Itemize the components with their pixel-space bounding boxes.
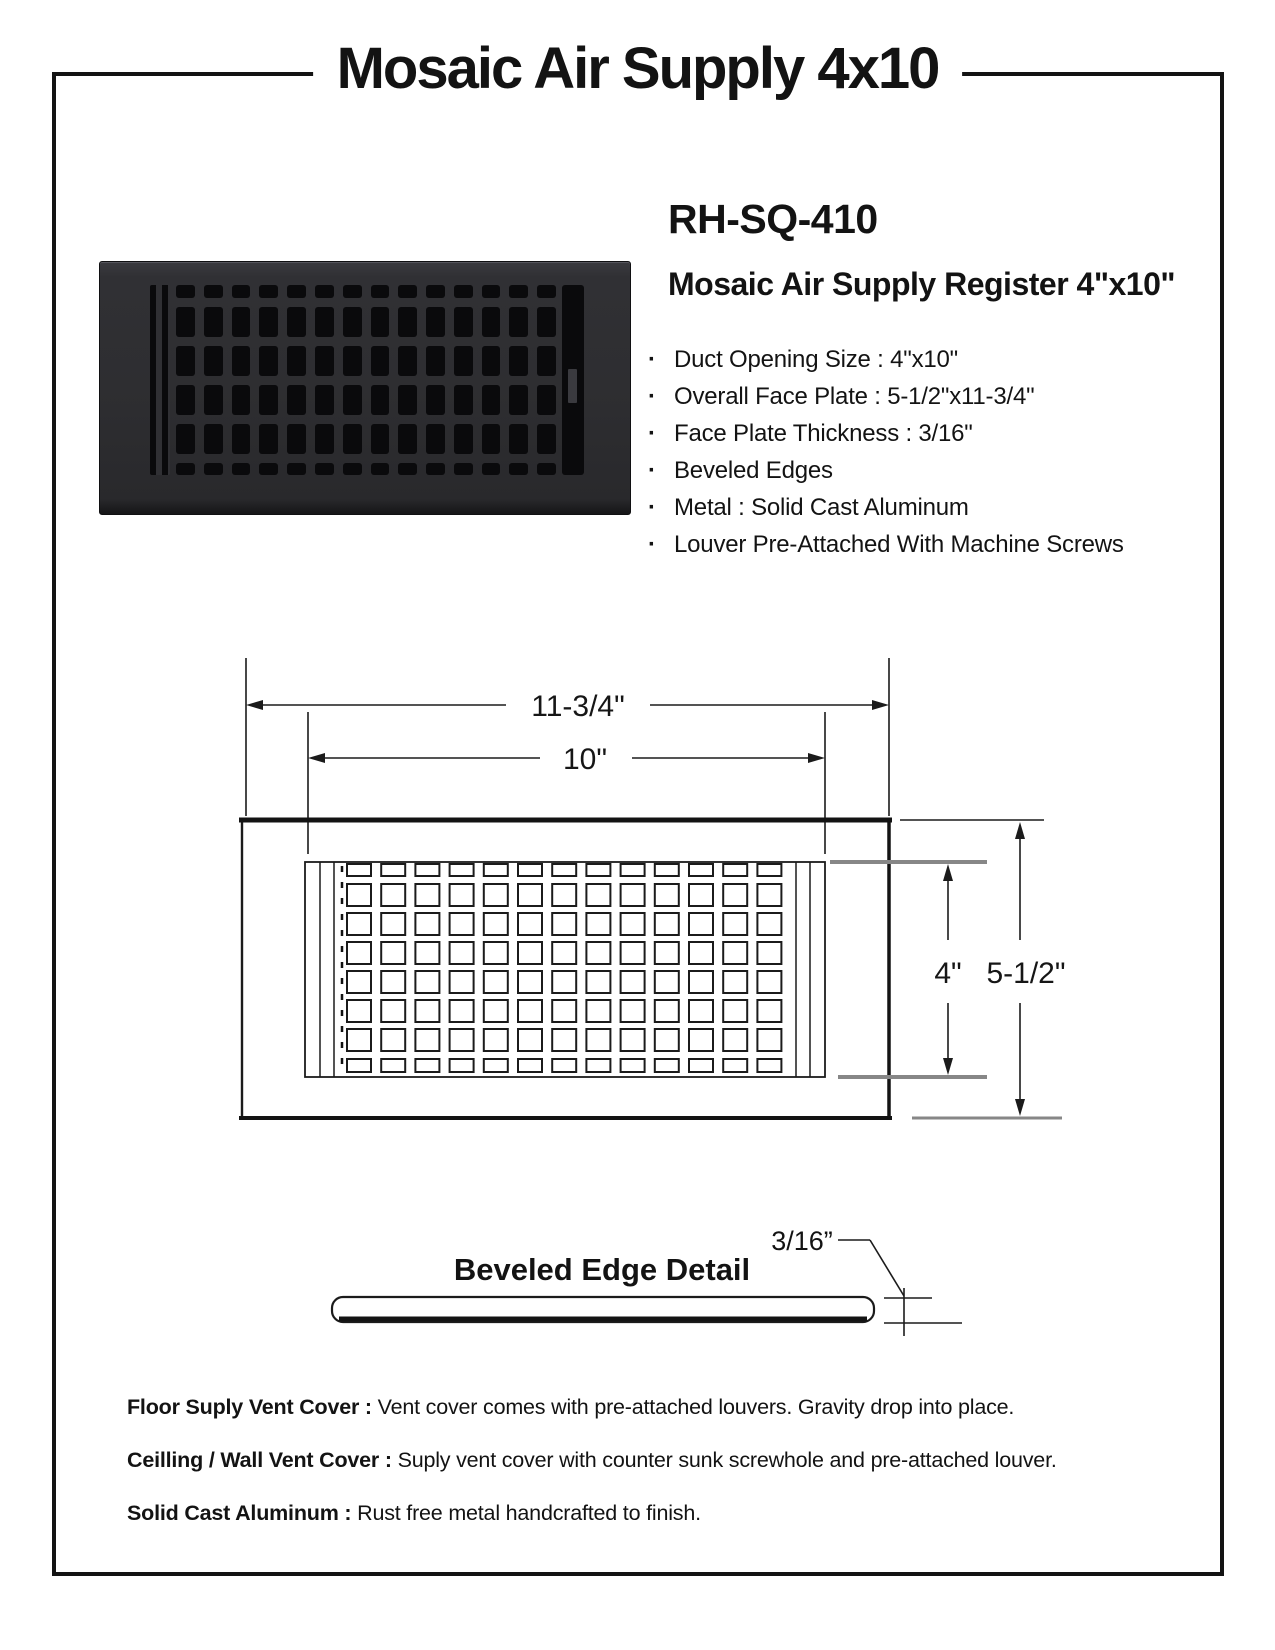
drawing-grid-square <box>552 942 576 964</box>
photo-grid-hole <box>287 463 306 475</box>
drawing-grid-square <box>621 884 645 906</box>
photo-grid-hole <box>315 385 334 415</box>
drawing-grid-square <box>415 1000 439 1022</box>
bullet-dot: · <box>648 383 656 410</box>
drawing-grid-square <box>586 884 610 906</box>
drawing-grid-square <box>415 1029 439 1051</box>
photo-grid-hole <box>426 285 445 298</box>
drawing-grid-square <box>347 1029 371 1051</box>
photo-grid-hole <box>315 307 334 337</box>
photo-grid-hole <box>343 463 362 475</box>
photo-grid-hole <box>232 285 251 298</box>
photo-grid-hole <box>537 385 556 415</box>
drawing-grid-square <box>450 971 474 993</box>
photo-grid-hole <box>259 463 278 475</box>
drawing-grid-square <box>757 913 781 935</box>
photo-grid-hole <box>176 346 195 376</box>
drawing-grid-square <box>552 913 576 935</box>
drawing-grid-square <box>586 971 610 993</box>
drawing-grid-square <box>586 1000 610 1022</box>
drawing-grid-square <box>689 913 713 935</box>
drawing-grid-square <box>723 1000 747 1022</box>
photo-grid-hole <box>176 385 195 415</box>
drawing-grid-square <box>621 1029 645 1051</box>
drawing-grid-square <box>723 884 747 906</box>
drawing-grid-square <box>347 1059 371 1072</box>
drawing-grid-square <box>621 971 645 993</box>
photo-grid-hole <box>426 463 445 475</box>
photo-grid-hole <box>232 463 251 475</box>
drawing-grid-square <box>757 1000 781 1022</box>
photo-grid-hole <box>287 424 306 454</box>
drawing-grid-square <box>415 1059 439 1072</box>
drawing-grid-square <box>518 971 542 993</box>
footer-line-text: Vent cover comes with pre-attached louvers. Gravity drop into place. <box>371 1395 1015 1419</box>
photo-grid-hole <box>482 346 501 376</box>
photo-grid-hole <box>509 385 528 415</box>
arrow-duct-top <box>943 864 953 881</box>
drawing-grid-square <box>621 942 645 964</box>
photo-grid-hole <box>454 463 473 475</box>
photo-grid-hole <box>287 307 306 337</box>
drawing-grid-square <box>655 864 679 876</box>
spec-text: Duct Opening Size : 4"x10" <box>674 346 958 373</box>
drawing-grid-square <box>518 1000 542 1022</box>
dim-label-overall-height: 5-1/2" <box>986 957 1066 990</box>
photo-grid-hole <box>454 285 473 298</box>
drawing-grid-square <box>655 1059 679 1072</box>
photo-grid-hole <box>259 285 278 298</box>
bullet-dot: · <box>648 531 656 558</box>
drawing-grid-square <box>484 884 508 906</box>
arrow-duct-left <box>308 753 325 763</box>
drawing-grid-square <box>552 864 576 876</box>
drawing-grid-square <box>723 864 747 876</box>
drawing-grid-square <box>552 971 576 993</box>
drawing-grid-square <box>484 864 508 876</box>
drawing-grid-square <box>484 913 508 935</box>
drawing-grid-square <box>415 864 439 876</box>
dim-label-duct-width: 10" <box>562 743 608 776</box>
photo-grid-hole <box>398 346 417 376</box>
louver-square-grid <box>347 864 781 1072</box>
drawing-grid-square <box>518 864 542 876</box>
photo-grid-hole <box>176 463 195 475</box>
dim-label-duct-height: 4" <box>934 957 962 990</box>
drawing-grid-square <box>586 913 610 935</box>
drawing-grid-square <box>586 1059 610 1072</box>
photo-grid-hole <box>371 424 390 454</box>
drawing-grid-square <box>347 864 371 876</box>
drawing-grid-square <box>552 1059 576 1072</box>
drawing-grid-square <box>518 884 542 906</box>
photo-grid-hole <box>371 346 390 376</box>
drawing-grid-square <box>381 942 405 964</box>
photo-grid-hole <box>315 346 334 376</box>
bevel-detail-label: Beveled Edge Detail <box>453 1252 751 1287</box>
arrow-overall-bottom <box>1015 1099 1025 1116</box>
arrow-duct-right <box>808 753 825 763</box>
photo-grid-hole <box>343 385 362 415</box>
photo-grid-hole <box>259 346 278 376</box>
drawing-grid-square <box>655 884 679 906</box>
photo-grid-hole <box>509 307 528 337</box>
drawing-grid-square <box>723 913 747 935</box>
drawing-grid-square <box>450 913 474 935</box>
bevel-detail-drawing <box>0 1215 1275 1350</box>
dim-label-overall-width: 11-3/4" <box>531 690 625 723</box>
photo-grid-hole <box>454 424 473 454</box>
photo-grid-hole <box>371 463 390 475</box>
bullet-dot: · <box>648 457 656 484</box>
drawing-grid-square <box>518 1029 542 1051</box>
photo-grid-hole <box>232 385 251 415</box>
drawing-grid-square <box>757 1059 781 1072</box>
photo-grid-hole <box>537 346 556 376</box>
arrow-duct-bottom <box>943 1058 953 1075</box>
drawing-grid-square <box>415 884 439 906</box>
photo-grid-hole <box>176 424 195 454</box>
page-title: Mosaic Air Supply 4x10 <box>313 33 963 106</box>
drawing-grid-square <box>723 942 747 964</box>
spec-list <box>648 341 1188 563</box>
footer-line-text: Suply vent cover with counter sunk screwhole and pre-attached louver. <box>391 1448 1057 1472</box>
photo-grid-hole <box>509 285 528 298</box>
footer-notes <box>127 1381 1157 1540</box>
drawing-grid-square <box>655 1000 679 1022</box>
drawing-grid-square <box>450 942 474 964</box>
photo-grid-hole <box>371 385 390 415</box>
drawing-grid-square <box>450 1000 474 1022</box>
photo-grid-hole <box>176 307 195 337</box>
drawing-grid-square <box>757 1029 781 1051</box>
drawing-grid-square <box>347 942 371 964</box>
drawing-grid-square <box>518 913 542 935</box>
drawing-grid-square <box>689 1000 713 1022</box>
photo-grid-hole <box>204 424 223 454</box>
spec-item <box>648 378 1188 415</box>
photo-grid-hole <box>232 424 251 454</box>
photo-louver-grid <box>176 285 556 475</box>
drawing-grid-square <box>586 942 610 964</box>
photo-grid-hole <box>343 424 362 454</box>
drawing-grid-square <box>518 1059 542 1072</box>
spec-text: Face Plate Thickness : 3/16" <box>674 420 973 447</box>
photo-grid-hole <box>454 307 473 337</box>
photo-grid-hole <box>259 424 278 454</box>
photo-damper-slot <box>562 285 584 475</box>
photo-grid-hole <box>454 346 473 376</box>
photo-grid-hole <box>232 307 251 337</box>
photo-grid-hole <box>232 346 251 376</box>
product-sku: RH-SQ-410 <box>668 196 878 242</box>
bullet-dot: · <box>648 346 656 373</box>
photo-grid-hole <box>482 463 501 475</box>
photo-grid-hole <box>537 285 556 298</box>
photo-grid-hole <box>259 385 278 415</box>
drawing-grid-square <box>757 864 781 876</box>
photo-grid-hole <box>482 285 501 298</box>
photo-grid-hole <box>315 463 334 475</box>
drawing-grid-square <box>518 942 542 964</box>
photo-grid-hole <box>287 285 306 298</box>
spec-item <box>648 415 1188 452</box>
photo-grid-hole <box>204 307 223 337</box>
photo-grid-hole <box>398 463 417 475</box>
photo-grid-hole <box>371 285 390 298</box>
bevel-thickness-label: 3/16” <box>771 1226 833 1256</box>
drawing-grid-square <box>655 913 679 935</box>
drawing-grid-square <box>484 942 508 964</box>
drawing-grid-square <box>655 942 679 964</box>
footer-line-label: Solid Cast Aluminum : <box>127 1501 352 1525</box>
photo-grid-hole <box>259 307 278 337</box>
drawing-grid-square <box>689 864 713 876</box>
drawing-grid-square <box>757 971 781 993</box>
drawing-grid-square <box>450 884 474 906</box>
photo-grid-hole <box>482 307 501 337</box>
footer-line-label: Ceilling / Wall Vent Cover : <box>127 1448 392 1472</box>
drawing-grid-square <box>757 942 781 964</box>
bullet-dot: · <box>648 420 656 447</box>
photo-grid-hole <box>454 385 473 415</box>
drawing-grid-square <box>347 913 371 935</box>
product-name: Mosaic Air Supply Register 4"x10" <box>668 266 1176 302</box>
arrow-overall-right <box>872 700 889 710</box>
photo-grid-hole <box>482 385 501 415</box>
technical-drawing <box>0 630 1275 1190</box>
spec-item <box>648 452 1188 489</box>
drawing-grid-square <box>381 1029 405 1051</box>
photo-grid-hole <box>371 307 390 337</box>
drawing-grid-square <box>655 971 679 993</box>
photo-grid-hole <box>509 424 528 454</box>
drawing-grid-square <box>415 942 439 964</box>
drawing-grid-square <box>415 913 439 935</box>
photo-grid-hole <box>398 424 417 454</box>
photo-grid-hole <box>204 463 223 475</box>
spec-item <box>648 489 1188 526</box>
photo-grid-hole <box>482 424 501 454</box>
drawing-grid-square <box>689 1059 713 1072</box>
drawing-grid-square <box>689 1029 713 1051</box>
drawing-grid-square <box>723 971 747 993</box>
photo-grid-hole <box>315 424 334 454</box>
footer-line <box>127 1434 1157 1487</box>
product-photo <box>99 261 631 515</box>
photo-grid-hole <box>204 346 223 376</box>
footer-line-label: Floor Suply Vent Cover : <box>127 1395 372 1419</box>
photo-grid-hole <box>509 346 528 376</box>
photo-grid-hole <box>287 346 306 376</box>
bevel-thickness-ticks <box>884 1288 962 1336</box>
drawing-grid-square <box>586 1029 610 1051</box>
photo-grid-hole <box>287 385 306 415</box>
photo-grid-hole <box>398 307 417 337</box>
spec-text: Beveled Edges <box>674 457 833 484</box>
spec-item <box>648 341 1188 378</box>
photo-grid-hole <box>204 285 223 298</box>
drawing-grid-square <box>552 1000 576 1022</box>
drawing-grid-square <box>484 1000 508 1022</box>
spec-item <box>648 526 1188 563</box>
drawing-grid-square <box>689 884 713 906</box>
drawing-grid-square <box>450 1029 474 1051</box>
footer-line <box>127 1381 1157 1434</box>
drawing-grid-square <box>347 1000 371 1022</box>
drawing-grid-square <box>586 864 610 876</box>
drawing-grid-square <box>484 971 508 993</box>
louver-end-slats <box>320 862 810 1077</box>
drawing-grid-square <box>381 971 405 993</box>
photo-grid-hole <box>343 307 362 337</box>
photo-grid-hole <box>537 463 556 475</box>
photo-grid-hole <box>343 285 362 298</box>
spec-text: Metal : Solid Cast Aluminum <box>674 494 969 521</box>
drawing-grid-square <box>347 884 371 906</box>
drawing-grid-square <box>450 1059 474 1072</box>
drawing-grid-square <box>381 864 405 876</box>
photo-left-slats <box>150 285 170 475</box>
spec-text: Overall Face Plate : 5-1/2"x11-3/4" <box>674 383 1035 410</box>
drawing-grid-square <box>621 1000 645 1022</box>
drawing-grid-square <box>484 1059 508 1072</box>
drawing-grid-square <box>689 942 713 964</box>
drawing-grid-square <box>621 913 645 935</box>
photo-grid-hole <box>176 285 195 298</box>
drawing-grid-square <box>552 884 576 906</box>
drawing-grid-square <box>484 1029 508 1051</box>
drawing-grid-square <box>381 1059 405 1072</box>
spec-text: Louver Pre-Attached With Machine Screws <box>674 531 1124 558</box>
drawing-grid-square <box>689 971 713 993</box>
bevel-leader-line <box>838 1240 904 1296</box>
photo-grid-hole <box>426 346 445 376</box>
drawing-grid-square <box>381 1000 405 1022</box>
photo-grid-hole <box>537 424 556 454</box>
drawing-grid-square <box>415 971 439 993</box>
drawing-grid-square <box>723 1029 747 1051</box>
photo-grid-hole <box>537 307 556 337</box>
footer-line <box>127 1487 1157 1540</box>
photo-grid-hole <box>426 385 445 415</box>
drawing-grid-square <box>655 1029 679 1051</box>
photo-damper-lever <box>568 369 577 403</box>
bullet-dot: · <box>648 494 656 521</box>
drawing-grid-square <box>621 1059 645 1072</box>
drawing-grid-square <box>757 884 781 906</box>
photo-grid-hole <box>426 307 445 337</box>
drawing-grid-square <box>552 1029 576 1051</box>
photo-grid-hole <box>426 424 445 454</box>
drawing-grid-square <box>381 884 405 906</box>
photo-grid-hole <box>509 463 528 475</box>
arrow-overall-left <box>246 700 263 710</box>
arrow-overall-top <box>1015 822 1025 839</box>
photo-grid-hole <box>398 385 417 415</box>
footer-line-text: Rust free metal handcrafted to finish. <box>351 1501 701 1525</box>
photo-grid-hole <box>204 385 223 415</box>
photo-grid-hole <box>315 285 334 298</box>
photo-grid-hole <box>343 346 362 376</box>
drawing-grid-square <box>381 913 405 935</box>
drawing-grid-square <box>723 1059 747 1072</box>
drawing-grid-square <box>621 864 645 876</box>
drawing-grid-square <box>450 864 474 876</box>
photo-grid-hole <box>398 285 417 298</box>
drawing-grid-square <box>347 971 371 993</box>
